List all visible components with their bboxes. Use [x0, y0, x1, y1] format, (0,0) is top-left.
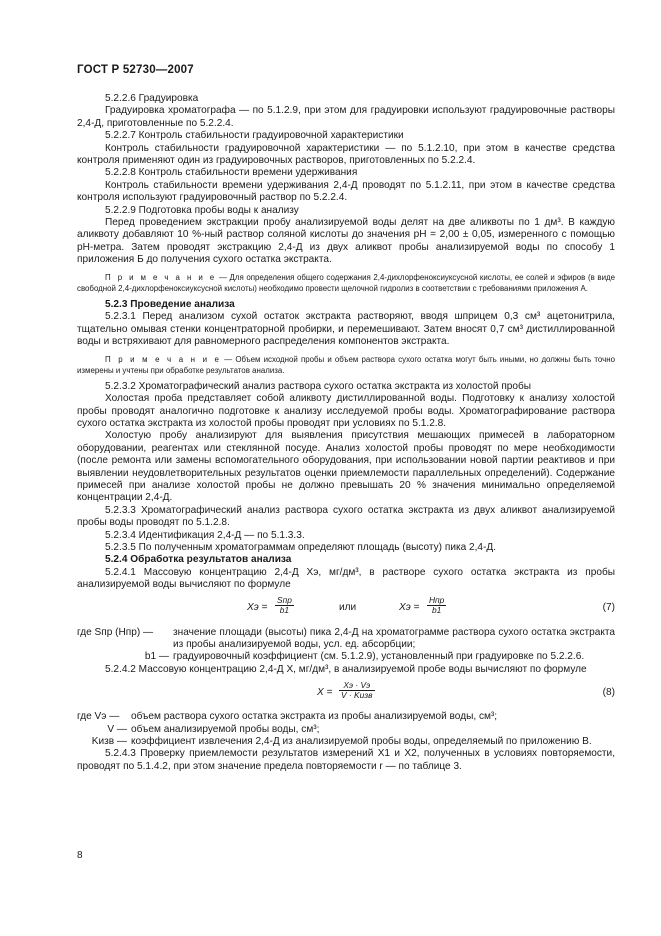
definition-text: коэффициент извлечения 2,4-Д из анализируемой пробы воды, определяемый по приложению В. [131, 736, 592, 748]
section-524-heading: 5.2.4 Обработка результатов анализа [105, 554, 292, 566]
page-number: 8 [77, 850, 83, 861]
note-2-text: — Объем исходной пробы и объем раствора сухого остатка могут быть иными, но должны быть точно измерены и учтены при обработке результатов анализа. [77, 354, 615, 375]
section-5231-text: 5.2.3.1 Перед анализом сухой остаток экстракта растворяют, вводя шприцем 0,3 см³ ацетонитрила, тщательно омывая стенки концентраторной пробирки, и перемешивают. Затем вносят 0,7 см³ дистиллированной воды и встряхивают для равномерного распределения компонентов экстракта. [77, 311, 615, 348]
formula-7-numerator-1: Sпр [277, 594, 292, 605]
section-5232-heading: 5.2.3.2 Хроматографический анализ раствора сухого остатка экстракта из холостой пробы [105, 380, 532, 392]
definition-term: b1 — [144, 651, 169, 663]
section-5226-text: Градуировка хроматографа — по 5.1.2.9, при этом для градуировки используют градуировочные растворы 2,4-Д, приготовленные по 5.2.2.4. [77, 105, 615, 129]
definition-term: V — [107, 723, 127, 735]
definition-row [77, 736, 615, 748]
note-1-text: — Для определения общего содержания 2,4-дихлорфеноксиуксусной кислоты, ее солей и эфиров (в виде свободной 2,4-дихлорфеноксиуксусной кислоты) необходимо провести щелочной гидролиз в соответствии с требованиями приложения А. [77, 272, 615, 293]
section-5243-text: 5.2.4.3 Проверку приемлемости результатов измерений X1 и X2, полученных в условиях повторяемости, проводят по 5.1.4.2, при этом значение предела повторяемости r — по таблице 3. [77, 748, 616, 772]
section-5227-text: Контроль стабильности градуировочной характеристики — по 5.1.2.10, при этом в качестве средства контроля применяют один из градуировочных растворов, приготовленных по 5.2.2.4. [77, 142, 615, 167]
definition-text: объем раствора сухого остатка экстракта из пробы анализируемой воды, см³; [131, 711, 498, 723]
section-5235-text: 5.2.3.5 По полученным хроматограммам определяют площадь (высоту) пика 2,4-Д. [105, 541, 497, 553]
definition-text: значение площади (высоты) пика 2,4-Д на хроматограмме раствора сухого остатка экстракта из пробы анализируемой воды, усл. ед. абсорбции; [173, 626, 615, 650]
section-5242-text: 5.2.4.2 Массовую концентрацию 2,4-Д X, мг/дм³, в анализируемой пробе воды вычисляют по формуле [105, 663, 587, 675]
section-5227-heading: 5.2.2.7 Контроль стабильности градуировочной характеристики [105, 130, 404, 142]
definition-row [77, 627, 615, 652]
section-5226-heading: 5.2.2.6 Градуировка [105, 93, 199, 104]
section-5233-text: 5.2.3.3 Хроматографический анализ раствора сухого остатка экстракта из двух аликвот анализируемой пробы воды проводят по 5.1.2.8. [77, 504, 615, 529]
section-5228-text: Контроль стабильности времени удерживания 2,4-Д проводят по 5.1.2.11, при этом в качестве средства контроля используют градуировочный раствор по 5.2.2.4. [77, 179, 615, 204]
formula-8-lhs: X = [317, 687, 333, 699]
definition-row [77, 651, 615, 663]
definition-term: где Vэ — [77, 711, 120, 723]
section-523-heading: 5.2.3 Проведение анализа [105, 298, 235, 310]
section-5232-text-2: Холостую пробу анализируют для выявления присутствия мешающих примесей в лабораторном оборудовании, реагентах или стеклянной посуде. Анализ холостой пробы проводят по мере необходимости (после ремонта или замены вспомогательного оборудования, при использовании новой партии реактивов и при выявлении неудовлетворительных результатов оценки приемлемости параллельных определений). Содержание примесей при анализе холостой пробы не должно превышать 20 % значения минимально определяемой концентрации 2,4-Д. [77, 430, 615, 504]
definition-text: объем анализируемой пробы воды, см³; [131, 723, 320, 735]
section-5229-text: Перед проведением экстракции пробу анализируемой воды делят на две аликвоты по 1 дм³. В каждую аликвоту добавляют 10 %-ный раствор соляной кислоты до значения рН = 2,00 ± 0,05, измеренного с помощью рН-метра. Затем проводят экстракцию 2,4-Д из двух аликвот пробы анализируемой воды по способу 1 приложения Б до получения сухого остатка экстракта. [77, 217, 615, 266]
note-1 [77, 272, 615, 294]
formula-7-lhs-2: Xэ = [399, 601, 420, 613]
definition-row [77, 711, 615, 723]
formula-7-denominator-1: b1 [279, 604, 290, 615]
formula-8-number: (8) [602, 687, 615, 699]
formula-7-numerator-2: Hпр [429, 594, 445, 605]
definition-term: где Sпр (Hпр) — [77, 626, 154, 638]
document-body [77, 93, 615, 773]
formula-7-fraction-2 [427, 596, 446, 615]
formula-7 [77, 594, 615, 624]
note-2 [77, 354, 615, 376]
definition-row [77, 724, 615, 736]
formula-8-denominator: V · Kизв [341, 690, 373, 701]
definitions-formula-8 [77, 711, 615, 748]
formula-7-number: (7) [602, 601, 615, 613]
formula-7-lhs: Xэ = [247, 601, 268, 613]
note-2-label: П р и м е ч а н и е [105, 354, 222, 364]
section-5241-text: 5.2.4.1 Массовую концентрацию 2,4-Д Xэ, мг/дм³, в растворе сухого остатка экстракта из пробы анализируемой воды вычисляют по формуле [77, 566, 615, 591]
definitions-formula-7 [77, 627, 615, 664]
section-5232-text-1: Холостая проба представляет собой аликвоту дистиллированной воды. Подготовку к анализу холостой пробы проводят аналогично подготовке к анализу исследуемой пробы воды. Хроматографирование раствора сухого остатка экстракта из холостой пробы проводят при условиях по 5.1.2.8. [77, 393, 615, 429]
section-5234-text: 5.2.3.4 Идентификация 2,4-Д — по 5.1.3.3. [105, 529, 305, 541]
formula-7-or: или [339, 601, 357, 613]
definition-term: Kизв — [91, 736, 127, 748]
formula-7-fraction-1 [275, 596, 294, 615]
section-5229-heading: 5.2.2.9 Подготовка пробы воды к анализу [105, 204, 299, 216]
section-5228-heading: 5.2.2.8 Контроль стабильности времени удерживания [105, 167, 358, 179]
document-header: ГОСТ Р 52730—2007 [77, 64, 194, 76]
formula-8-fraction [339, 681, 375, 700]
note-1-label: П р и м е ч а н и е [105, 272, 217, 282]
formula-8-numerator: Xэ · Vэ [339, 681, 375, 691]
definition-text: градуировочный коэффициент (см. 5.1.2.9), установленный при градуировке по 5.2.2.6. [173, 651, 585, 663]
formula-8 [77, 678, 615, 708]
formula-7-denominator-2: b1 [432, 604, 442, 615]
